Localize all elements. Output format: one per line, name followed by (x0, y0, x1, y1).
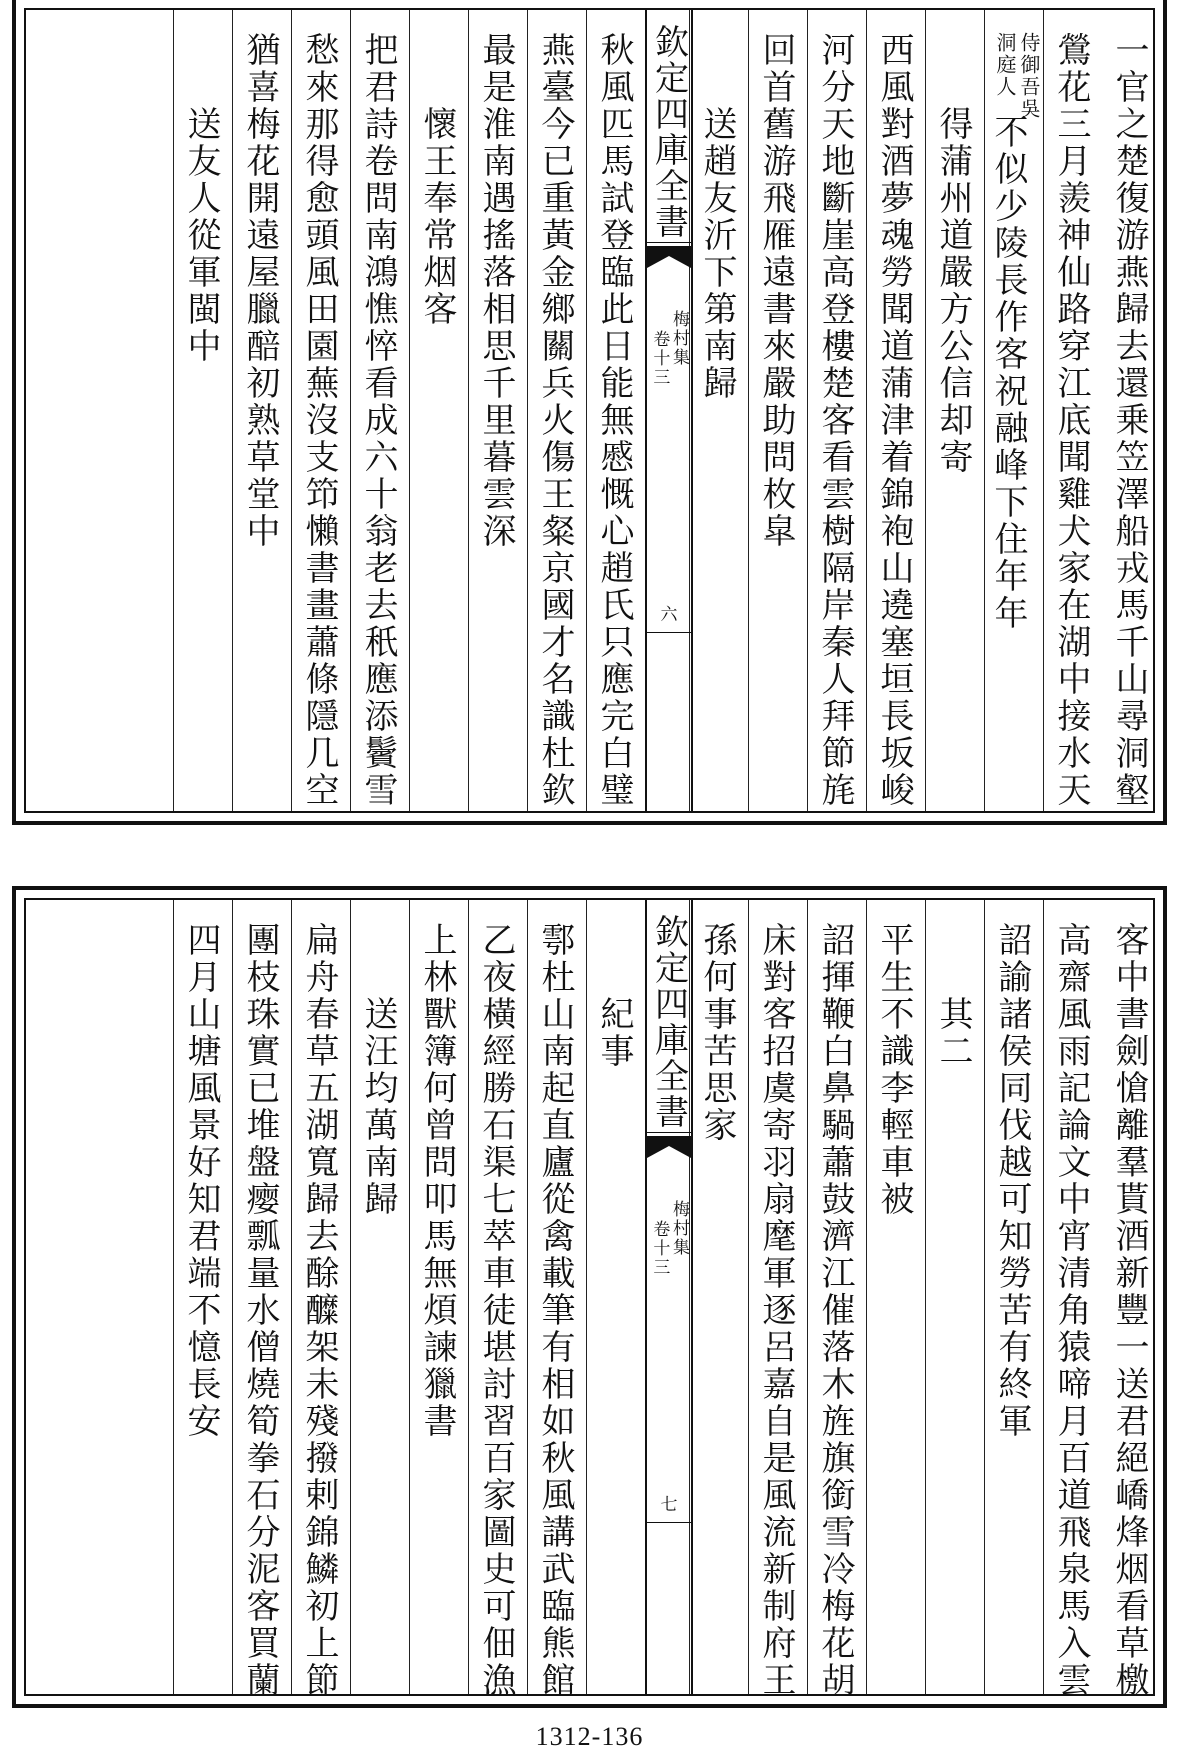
column-text: 乙夜橫經勝石渠七萃車徒堪討習百家圖史可佃漁 (476, 922, 516, 1699)
text-column (468, 900, 528, 1699)
interlinear-note: 侍御吾吳 (1017, 32, 1041, 120)
column-text: 詔諭諸侯同伐越可知勞苦有終軍 (992, 922, 1032, 1440)
folio-number: 七 (660, 1495, 678, 1515)
text-column (866, 900, 926, 1694)
text-column (527, 900, 587, 1699)
bottom-page-text-block (24, 898, 1155, 1699)
top-page-frame (12, 0, 1167, 825)
text-column (173, 10, 233, 811)
text-column (925, 10, 985, 811)
text-column (586, 10, 646, 811)
text-column (468, 10, 528, 811)
column-text: 猶喜梅花開遠屋臘醅初熟草堂中 (240, 32, 280, 550)
fish-tail-mark-icon (647, 246, 691, 268)
book-label: 梅村集 (669, 310, 689, 367)
text-column (232, 900, 292, 1699)
column-text: 床對客招虞寄羽扇麾軍逐呂嘉自是風流新制府王 (756, 922, 796, 1699)
column-text: 團枝珠實已堆盤瘿瓢量水僧燒筍拳石分泥客買蘭 (240, 922, 280, 1699)
column-text: 鶯花三月羨神仙路穿江底聞雞犬家在湖中接水天 (1051, 32, 1091, 809)
text-column (291, 10, 351, 811)
text-column (586, 900, 646, 1694)
text-column (689, 10, 749, 811)
text-column (689, 900, 749, 1694)
library-title: 欽定四庫全書 (648, 914, 689, 1130)
poem-title: 送汪均萬南歸 (358, 996, 398, 1218)
text-column (1102, 900, 1161, 1699)
text-column (748, 10, 808, 811)
bottom-page-frame (12, 886, 1167, 1708)
column-text: 把君詩卷問南鴻憔悴看成六十翁老去秖應添鬢雪 (358, 32, 398, 809)
column-text: 愁來那得愈頭風田園蕪沒支笻懶書畫蕭條隱几空 (299, 32, 339, 809)
poem-title: 送友人從軍閩中 (181, 106, 221, 365)
poem-title: 懷王奉常烟客 (417, 106, 457, 328)
column-text: 回首舊游飛雁遠書來嚴助問枚皐 (756, 32, 796, 550)
text-column (807, 900, 867, 1699)
interlinear-note: 洞庭人 (993, 32, 1017, 98)
column-text: 高齋風雨記論文中宵清角猿啼月百道飛泉馬入雲 (1051, 922, 1091, 1699)
text-column (173, 900, 233, 1694)
column-text: 不似少陵長作客祝融峰下住年年 (988, 114, 1028, 632)
text-column (1043, 10, 1103, 811)
library-title: 欽定四庫全書 (648, 24, 689, 240)
text-column (866, 10, 926, 811)
column-text: 孫何事苦思家 (697, 922, 737, 1144)
column-text: 秋風匹馬試登臨此日能無慼慨心趙氏只應完白璧 (594, 32, 634, 809)
text-column (350, 10, 410, 811)
volume-label: 卷十三 (649, 330, 670, 387)
column-text: 鄠杜山南起直廬從禽載筆有相如秋風講武臨熊館 (535, 922, 575, 1699)
fish-tail-mark-icon (647, 1136, 691, 1158)
column-text: 客中書劍愴離羣貰酒新豐一送君絕嶠烽烟看草檄 (1109, 922, 1149, 1699)
text-column (807, 10, 867, 811)
column-text: 平生不識李輕車被 (874, 922, 914, 1218)
text-column (350, 900, 410, 1694)
poem-title: 得蒲州道嚴方公信却寄 (933, 106, 973, 476)
center-fold-column (645, 10, 693, 811)
column-text: 燕臺今已重黃金鄉關兵火傷王粲京國才名識杜欽 (535, 32, 575, 809)
column-text: 最是淮南遇搖落相思千里暮雲深 (476, 32, 516, 550)
text-column (232, 10, 292, 811)
volume-label: 卷十三 (649, 1220, 670, 1277)
column-text: 扁舟春草五湖寬歸去酴醾架未殘撥剌錦鱗初上節 (299, 922, 339, 1699)
column-text: 西風對酒夢魂勞聞道蒲津着錦袍山遶塞垣長坂峻 (874, 32, 914, 809)
text-column (748, 900, 808, 1699)
column-text: 詔揮鞭白鼻騧蕭鼓濟江催落木旌旗銜雪冷梅花胡 (815, 922, 855, 1699)
center-fold-column (645, 900, 693, 1694)
text-column (1102, 10, 1161, 811)
text-column (984, 900, 1044, 1694)
folio-number: 六 (660, 605, 678, 625)
text-column (409, 900, 469, 1694)
column-text: 河分天地斷崖高登樓楚客看雲樹隔岸秦人拜節旄 (815, 32, 855, 809)
poem-title: 其二 (933, 996, 973, 1070)
text-column (291, 900, 351, 1699)
column-text: 上林獸簿何曾問叩馬無煩諫獵書 (417, 922, 457, 1440)
text-column (984, 10, 1044, 811)
column-text: 一官之楚復游燕歸去還乗笠澤船戎馬千山尋洞壑 (1109, 32, 1149, 809)
poem-title: 紀事 (594, 996, 634, 1070)
text-column (409, 10, 469, 811)
column-text: 四月山塘風景好知君端不憶長安 (181, 922, 221, 1440)
top-page-text-block (24, 8, 1155, 813)
poem-title: 送趙友沂下第南歸 (697, 106, 737, 402)
text-column (527, 10, 587, 811)
text-column (1043, 900, 1103, 1699)
page-footer-number: 1312-136 (535, 1722, 644, 1751)
text-column (925, 900, 985, 1694)
book-label: 梅村集 (669, 1200, 689, 1257)
